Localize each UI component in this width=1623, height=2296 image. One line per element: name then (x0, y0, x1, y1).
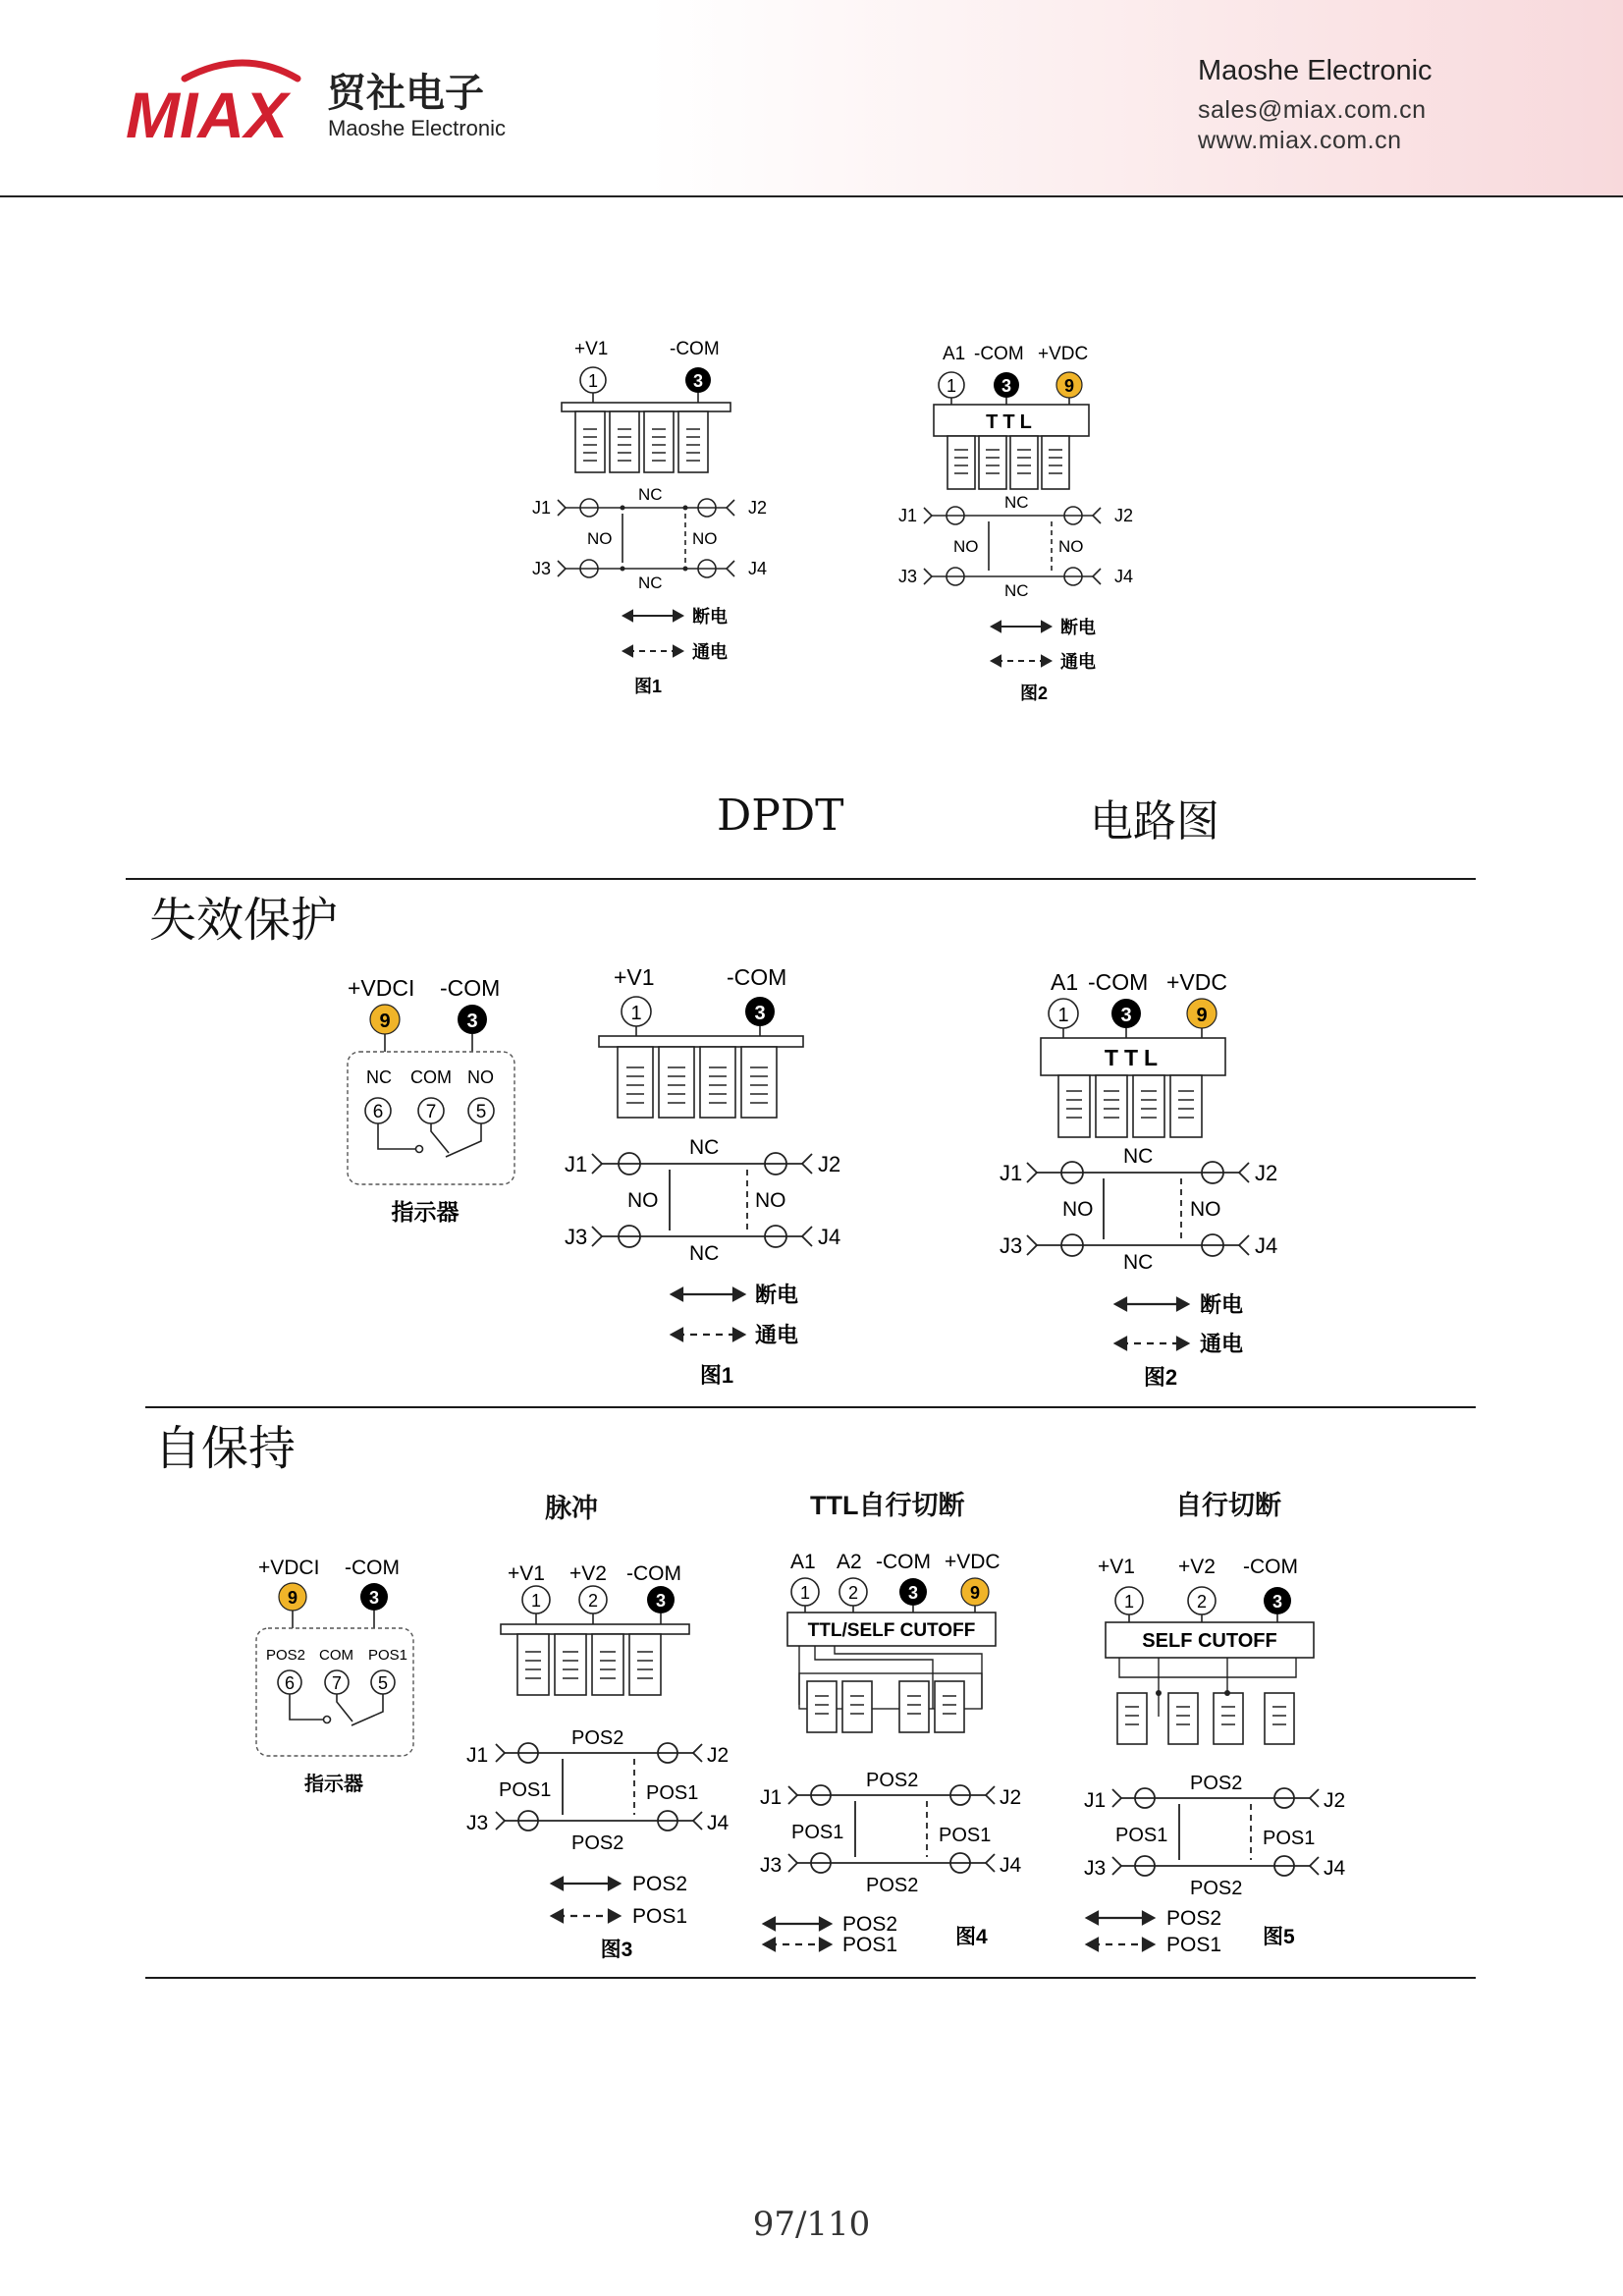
svg-text:NO: NO (1190, 1198, 1221, 1221)
svg-text:POS2: POS2 (866, 1875, 919, 1896)
latching-figure-3 (461, 1555, 746, 1967)
dpdt-figure-2 (889, 334, 1154, 707)
svg-text:J3: J3 (532, 559, 552, 578)
svg-text:J4: J4 (1324, 1857, 1346, 1880)
logo-text: MIAX (126, 79, 288, 145)
latching-title: 自保持 (154, 1421, 297, 1476)
svg-text:J1: J1 (565, 1152, 588, 1176)
fig-caption: 图4 (955, 1926, 988, 1948)
logo-en: Maoshe Electronic (328, 116, 506, 140)
fig-caption: 图3 (600, 1939, 633, 1961)
svg-text:J1: J1 (1000, 1161, 1023, 1185)
svg-text:5: 5 (475, 1102, 487, 1122)
svg-text:POS1: POS1 (632, 1905, 688, 1928)
svg-text:J2: J2 (1324, 1789, 1346, 1812)
svg-text:NC: NC (638, 574, 663, 592)
contact-email[interactable]: sales@miax.com.cn (1198, 96, 1427, 124)
svg-text:6: 6 (284, 1673, 296, 1693)
svg-text:A2: A2 (837, 1551, 862, 1573)
fig-caption: 图2 (1143, 1365, 1178, 1390)
svg-text:通电: 通电 (1060, 652, 1096, 672)
section-divider (126, 878, 1476, 880)
svg-text:NO: NO (467, 1067, 494, 1087)
svg-text:+V1: +V1 (1098, 1556, 1135, 1578)
svg-text:+VDC: +VDC (945, 1551, 1001, 1573)
svg-text:1: 1 (946, 376, 957, 396)
svg-text:指示器: 指示器 (304, 1774, 363, 1795)
dpdt-figure-1 (520, 329, 776, 702)
svg-text:NO: NO (1062, 1198, 1094, 1221)
self-cutoff-title: 自行切断 (1175, 1491, 1281, 1520)
svg-text:+VDC: +VDC (1166, 969, 1227, 995)
svg-text:NO: NO (755, 1189, 786, 1212)
svg-text:+VDCI: +VDCI (258, 1557, 320, 1579)
svg-text:9: 9 (1196, 1005, 1208, 1026)
svg-text:断电: 断电 (755, 1283, 799, 1307)
svg-text:+VDC: +VDC (1038, 344, 1089, 364)
svg-text:J4: J4 (1255, 1233, 1278, 1258)
svg-text:POS1: POS1 (791, 1822, 844, 1843)
svg-text:1: 1 (587, 371, 599, 391)
svg-text:J2: J2 (1000, 1786, 1022, 1809)
svg-text:+V1: +V1 (508, 1562, 545, 1585)
svg-text:3: 3 (466, 1011, 478, 1032)
svg-text:2: 2 (847, 1583, 859, 1603)
svg-text:1: 1 (1123, 1592, 1135, 1612)
svg-text:2: 2 (587, 1591, 599, 1611)
svg-text:J3: J3 (898, 567, 918, 586)
svg-text:J1: J1 (760, 1786, 783, 1809)
svg-text:NC: NC (1004, 493, 1029, 512)
svg-text:POS1: POS1 (842, 1934, 898, 1956)
svg-text:-COM: -COM (876, 1551, 931, 1573)
svg-text:A1: A1 (790, 1551, 816, 1573)
fig-caption: 图5 (1263, 1926, 1295, 1948)
svg-text:POS1: POS1 (499, 1779, 552, 1801)
svg-text:COM: COM (410, 1067, 452, 1087)
page-number: 97/110 (752, 2205, 871, 2244)
svg-text:-COM: -COM (626, 1562, 681, 1585)
svg-text:3: 3 (754, 1003, 766, 1024)
svg-text:-COM: -COM (1243, 1556, 1298, 1578)
section-divider (145, 1406, 1476, 1408)
svg-text:3: 3 (368, 1588, 380, 1608)
svg-text:3: 3 (1001, 376, 1012, 396)
contact-block (1198, 55, 1522, 156)
svg-text:-COM: -COM (727, 964, 787, 990)
svg-text:通电: 通电 (692, 642, 728, 662)
fig-caption: 图1 (699, 1363, 734, 1388)
latching-figure-4 (756, 1544, 1051, 1966)
svg-text:A1: A1 (943, 344, 966, 364)
busbar (562, 403, 730, 411)
svg-text:TTL/SELF CUTOFF: TTL/SELF CUTOFF (807, 1620, 976, 1641)
fig-caption: 图1 (633, 677, 663, 696)
ttl-box-label: TTL (986, 411, 1037, 433)
svg-text:+VDCI: +VDCI (348, 975, 415, 1001)
svg-text:9: 9 (969, 1583, 981, 1603)
svg-text:9: 9 (287, 1588, 298, 1608)
svg-text:J4: J4 (707, 1812, 730, 1834)
svg-text:POS2: POS2 (266, 1647, 306, 1664)
svg-text:J4: J4 (818, 1225, 841, 1249)
svg-text:断电: 断电 (1200, 1292, 1244, 1317)
svg-text:POS2: POS2 (1166, 1907, 1222, 1930)
svg-text:-COM: -COM (345, 1557, 400, 1579)
svg-text:2: 2 (1196, 1592, 1208, 1612)
svg-text:9: 9 (379, 1011, 391, 1032)
svg-text:1: 1 (630, 1003, 642, 1024)
svg-text:J1: J1 (466, 1744, 489, 1767)
svg-text:3: 3 (1271, 1592, 1283, 1612)
svg-text:NC: NC (1123, 1251, 1154, 1274)
svg-text:POS1: POS1 (1166, 1934, 1222, 1956)
label-v1: +V1 (574, 339, 609, 359)
svg-text:POS2: POS2 (1190, 1878, 1243, 1899)
svg-text:断电: 断电 (692, 607, 728, 627)
svg-text:NO: NO (587, 529, 613, 548)
svg-text:TTL: TTL (1104, 1045, 1164, 1070)
svg-text:J4: J4 (748, 559, 768, 578)
svg-text:J2: J2 (707, 1744, 730, 1767)
svg-text:SELF CUTOFF: SELF CUTOFF (1142, 1630, 1277, 1652)
dpdt-caption-left: DPDT (717, 791, 844, 841)
svg-text:J2: J2 (818, 1152, 841, 1176)
svg-text:6: 6 (372, 1102, 384, 1122)
svg-text:POS1: POS1 (1263, 1828, 1316, 1849)
svg-text:POS1: POS1 (368, 1647, 408, 1664)
svg-text:NC: NC (366, 1067, 392, 1087)
latching-figure-5 (1080, 1550, 1375, 1962)
svg-text:7: 7 (331, 1673, 343, 1693)
svg-text:POS2: POS2 (1190, 1773, 1243, 1794)
svg-text:COM: COM (319, 1647, 353, 1664)
svg-text:1: 1 (1057, 1005, 1069, 1026)
miax-logo (126, 57, 538, 145)
svg-text:NO: NO (627, 1189, 659, 1212)
svg-text:J3: J3 (1000, 1233, 1023, 1258)
svg-text:NC: NC (638, 485, 663, 504)
label-com: -COM (670, 339, 720, 359)
header-divider (0, 195, 1623, 197)
svg-text:POS2: POS2 (571, 1832, 624, 1854)
svg-text:NC: NC (689, 1136, 720, 1159)
svg-text:-COM: -COM (440, 975, 501, 1001)
svg-text:J1: J1 (532, 498, 552, 518)
svg-text:A1: A1 (1051, 969, 1079, 995)
contact-website[interactable]: www.miax.com.cn (1198, 127, 1402, 154)
svg-text:断电: 断电 (1060, 618, 1096, 637)
svg-text:-COM: -COM (974, 344, 1024, 364)
section-divider (145, 1977, 1476, 1979)
svg-text:3: 3 (692, 371, 704, 391)
failsafe-title: 失效保护 (149, 893, 339, 948)
svg-text:通电: 通电 (755, 1323, 799, 1347)
svg-text:J3: J3 (1084, 1857, 1107, 1880)
svg-text:POS2: POS2 (866, 1770, 919, 1791)
logo-cn: 贸社电子 (327, 72, 484, 115)
svg-text:1: 1 (799, 1583, 811, 1603)
svg-text:+V1: +V1 (614, 964, 655, 990)
svg-text:J2: J2 (1114, 506, 1134, 525)
svg-text:NC: NC (1004, 581, 1029, 600)
failsafe-figure-1 (555, 957, 869, 1390)
svg-text:1: 1 (530, 1591, 542, 1611)
svg-text:3: 3 (907, 1583, 919, 1603)
svg-text:7: 7 (425, 1102, 437, 1122)
svg-text:9: 9 (1063, 376, 1075, 396)
failsafe-figure-2 (992, 962, 1306, 1394)
svg-text:NC: NC (1123, 1145, 1154, 1168)
svg-text:J1: J1 (898, 506, 918, 525)
svg-text:J2: J2 (1255, 1161, 1278, 1185)
svg-text:J3: J3 (565, 1225, 588, 1249)
svg-text:5: 5 (377, 1673, 389, 1693)
svg-text:J3: J3 (466, 1812, 489, 1834)
svg-text:J1: J1 (1084, 1789, 1107, 1812)
svg-text:J4: J4 (1000, 1854, 1022, 1877)
indicator-label: 指示器 (391, 1199, 460, 1225)
svg-text:J4: J4 (1114, 567, 1134, 586)
dpdt-caption-right: 电路图 (1090, 796, 1219, 847)
fig-caption: 图2 (1019, 683, 1049, 703)
latching-indicator (250, 1550, 427, 1805)
svg-text:NO: NO (692, 529, 718, 548)
ttl-self-title: TTL自行切断 (810, 1491, 965, 1520)
svg-text:+V2: +V2 (569, 1562, 607, 1585)
svg-text:-COM: -COM (1088, 969, 1149, 995)
svg-text:POS2: POS2 (842, 1913, 898, 1936)
failsafe-indicator (334, 967, 530, 1232)
svg-text:J2: J2 (748, 498, 768, 518)
company-name: Maoshe Electronic (1198, 55, 1433, 86)
page-header (0, 0, 1623, 196)
svg-text:J3: J3 (760, 1854, 783, 1877)
svg-text:POS1: POS1 (1115, 1825, 1168, 1846)
svg-text:NO: NO (1058, 537, 1084, 556)
pulse-title: 脉冲 (545, 1494, 598, 1523)
svg-text:+V2: +V2 (1178, 1556, 1216, 1578)
svg-text:POS1: POS1 (646, 1782, 699, 1804)
svg-text:POS1: POS1 (939, 1825, 992, 1846)
svg-text:通电: 通电 (1200, 1332, 1244, 1356)
svg-text:POS2: POS2 (632, 1873, 688, 1895)
svg-text:POS2: POS2 (571, 1727, 624, 1749)
svg-text:NO: NO (953, 537, 979, 556)
svg-text:3: 3 (655, 1591, 667, 1611)
svg-text:NC: NC (689, 1242, 720, 1265)
svg-text:3: 3 (1120, 1005, 1132, 1026)
